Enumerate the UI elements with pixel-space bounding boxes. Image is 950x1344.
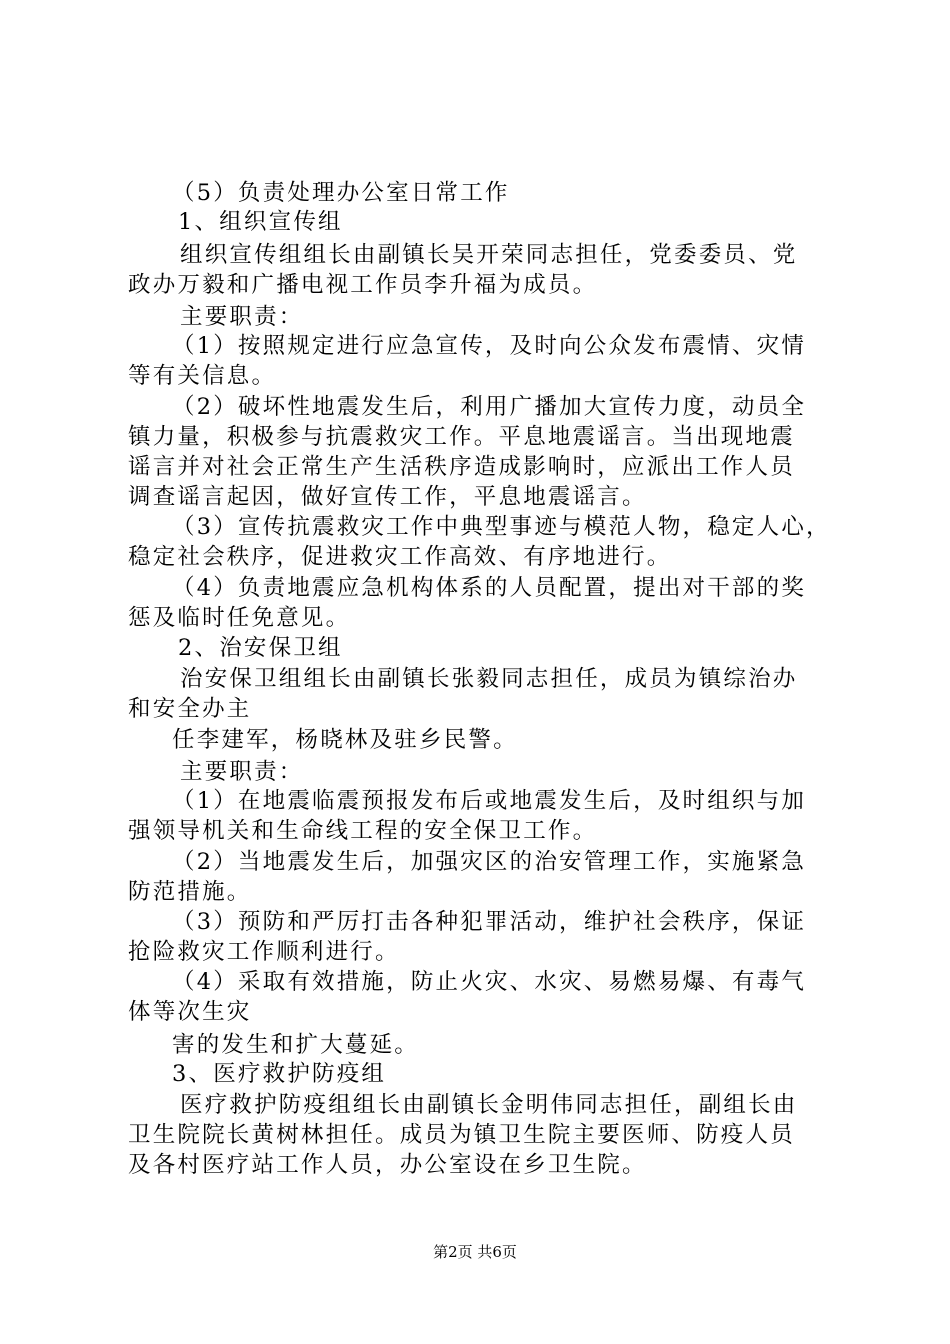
text-line: （3）宣传抗震救灾工作中典型事迹与模范人物，稳定人心， [172, 514, 831, 540]
text-line: 抢险救灾工作顺利进行。 [128, 939, 400, 965]
text-line: （1）在地震临震预报发布后或地震发生后，及时组织与加 [172, 788, 807, 814]
text-line: 及各村医疗站工作人员，办公室设在乡卫生院。 [128, 1152, 647, 1178]
section-heading: 1、组织宣传组 [178, 209, 343, 235]
text-line: 镇力量，积极参与抗震救灾工作。平息地震谣言。当出现地震 [128, 424, 795, 450]
text-line: 防范措施。 [128, 879, 252, 905]
text-line: （5）负责处理办公室日常工作 [172, 180, 510, 206]
text-line: 害的发生和扩大蔓延。 [172, 1032, 420, 1058]
text-line: （3）预防和严厉打击各种犯罪活动，维护社会秩序，保证 [172, 909, 807, 935]
text-line: 谣言并对社会正常生产生活秩序造成影响时，应派出工作人员 [128, 454, 795, 480]
text-line: 政办万毅和广播电视工作员李升福为成员。 [128, 272, 598, 298]
text-line: 主要职责： [180, 304, 304, 330]
text-line: 治安保卫组组长由副镇长张毅同志担任，成员为镇综治办 [180, 666, 798, 692]
text-line: 主要职责： [180, 759, 304, 785]
page-footer: 第2页 共6页 [433, 1243, 517, 1261]
section-heading: 3、医疗救护防疫组 [172, 1061, 387, 1087]
text-line: （4）采取有效措施，防止火灾、水灾、易燃易爆、有毒气 [172, 969, 807, 995]
section-heading: 2、治安保卫组 [178, 635, 343, 661]
text-line: 组织宣传组组长由副镇长吴开荣同志担任，党委委员、党 [180, 242, 798, 268]
text-line: 卫生院院长黄树林担任。成员为镇卫生院主要医师、防疫人员 [128, 1122, 795, 1148]
text-line: 稳定社会秩序，促进救灾工作高效、有序地进行。 [128, 544, 672, 570]
text-line: 调查谣言起因，做好宣传工作，平息地震谣言。 [128, 484, 647, 510]
text-line: 医疗救护防疫组组长由副镇长金明伟同志担任，副组长由 [180, 1092, 798, 1118]
text-line: 任李建军，杨晓林及驻乡民警。 [172, 727, 518, 753]
text-line: 体等次生灾 [128, 999, 252, 1025]
text-line: （2）破坏性地震发生后，利用广播加大宣传力度，动员全 [172, 394, 807, 420]
text-line: （2）当地震发生后，加强灾区的治安管理工作，实施紧急 [172, 849, 807, 875]
text-line: 惩及临时任免意见。 [128, 605, 351, 631]
text-line: （4）负责地震应急机构体系的人员配置，提出对干部的奖 [172, 575, 807, 601]
text-line: 和安全办主 [128, 696, 252, 722]
text-line: 等有关信息。 [128, 363, 277, 389]
text-line: 强领导机关和生命线工程的安全保卫工作。 [128, 818, 598, 844]
text-line: （1）按照规定进行应急宣传，及时向公众发布震情、灾情 [172, 333, 807, 359]
